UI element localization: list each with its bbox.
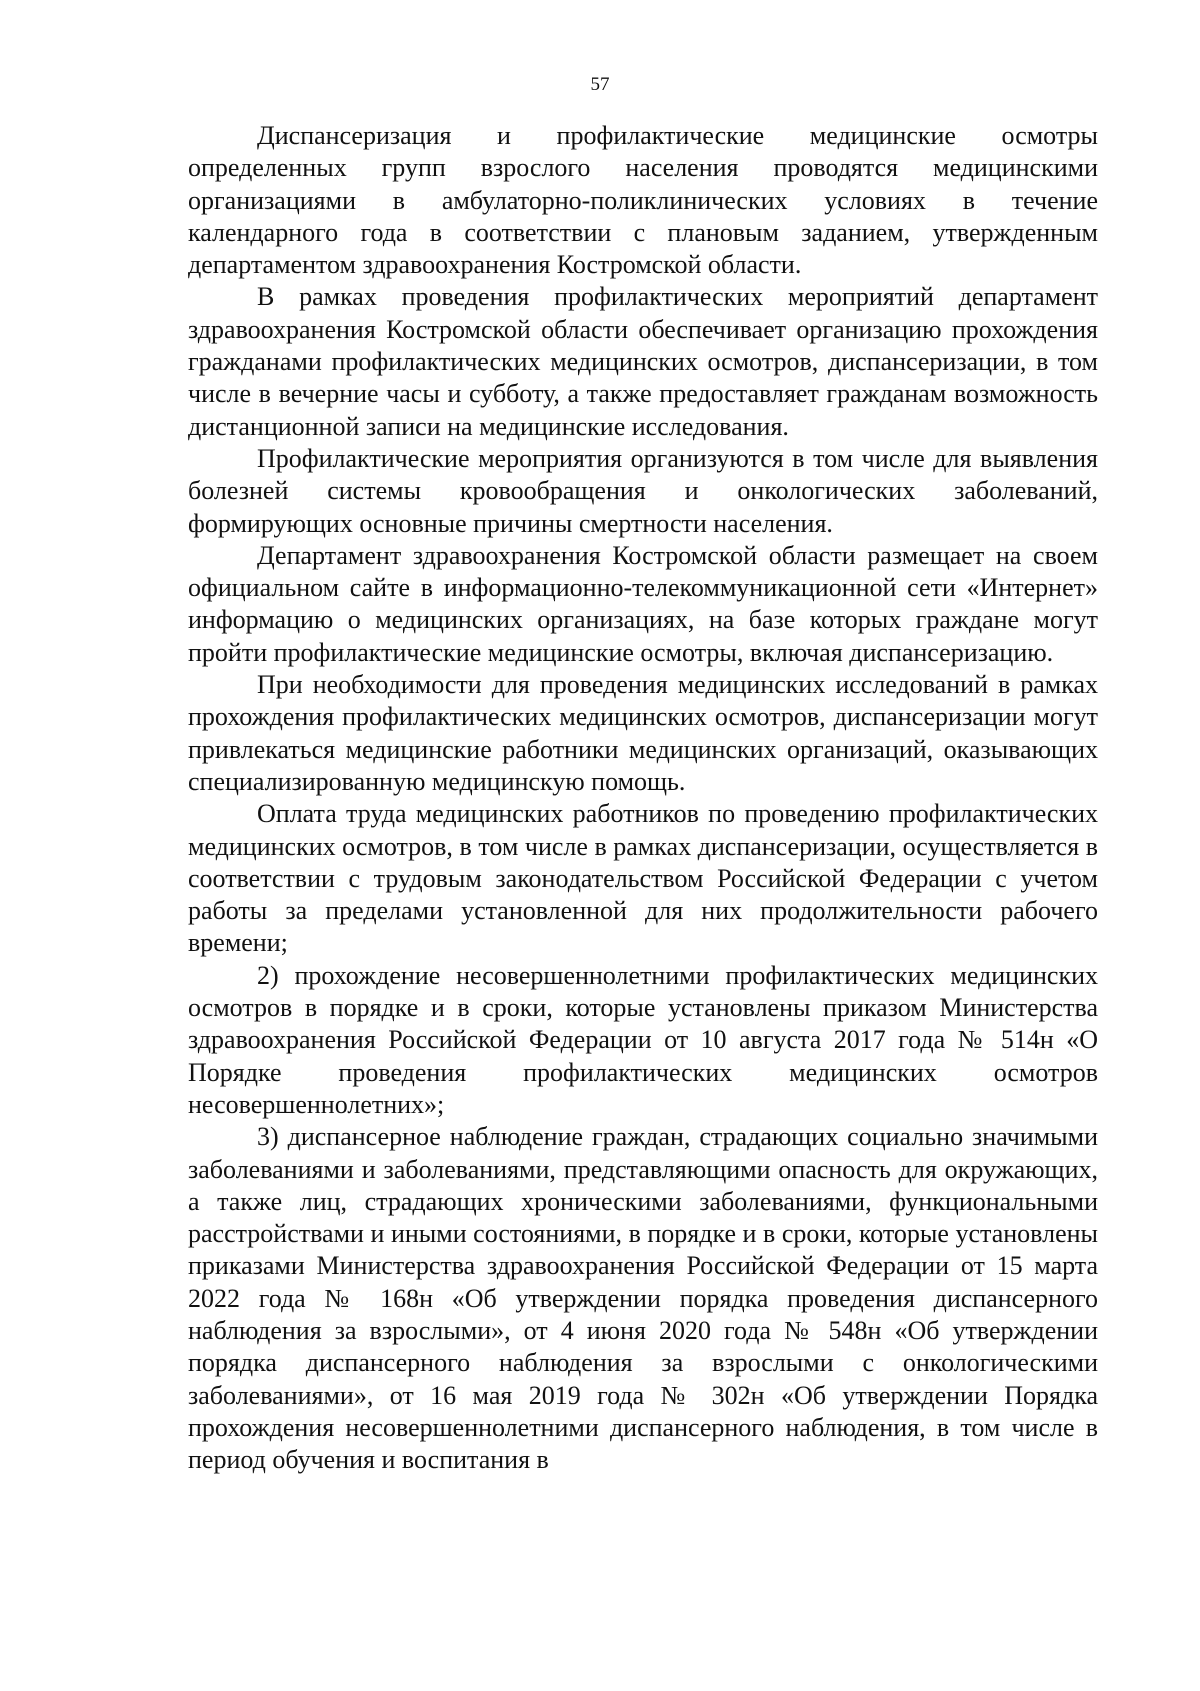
- page-number: 57: [590, 74, 610, 95]
- paragraph-specialists: При необходимости для проведения медицинских исследований в рамках прохождения профилактических медицинских осмотров, диспансеризации могут привлекаться медицинские работники медицинских организаций, оказывающих специализированную медицинскую помощь.: [188, 670, 1098, 796]
- paragraph-dispensary-overview: Диспансеризация и профилактические медицинские осмотры определенных групп взрослого населения проводятся медицинскими организациями в амбулаторно-поликлинических условиях в течение календарного года в соответствии с плановым заданием, утвержденным департаментом здравоохранения Костромской области.: [188, 121, 1098, 280]
- paragraph-website-info: Департамент здравоохранения Костромской области размещает на своем официальном сайте в информационно-телекоммуникационной сети «Интернет» информацию о медицинских организациях, на базе которых граждане могут пройти профилактические медицинские осмотры, включая диспансеризацию.: [188, 540, 1098, 667]
- paragraph-item-2: 2) прохождение несовершеннолетними профилактических медицинских осмотров в порядке и в сроки, которые установлены приказом Министерства здравоохранения Российской Федерации от 10 августа 2017 года № 514н «О Порядке проведения профилактических медицинских осмотров несовершеннолетних»;: [188, 960, 1098, 1119]
- document-body: [188, 120, 1098, 1476]
- paragraph-disease-detection: Профилактические мероприятия организуются в том числе для выявления болезней системы кровообращения и онкологических заболеваний, формирующих основные причины смертности населения.: [188, 443, 1098, 538]
- paragraph-prevention-measures: В рамках проведения профилактических мероприятий департамент здравоохранения Костромской области обеспечивает организацию прохождения гражданами профилактических медицинских осмотров, диспансеризации, в том числе в вечерние часы и субботу, а также предоставляет гражданам возможность дистанционной записи на медицинские исследования.: [188, 282, 1098, 441]
- paragraph-payment: Оплата труда медицинских работников по проведению профилактических медицинских осмотров, в том числе в рамках диспансеризации, осуществляется в соответствии с трудовым законодательством Российской Федерации с учетом работы за пределами установленной для них продолжительности рабочего времени;: [188, 799, 1098, 958]
- paragraph-item-3: 3) диспансерное наблюдение граждан, страдающих социально значимыми заболеваниями и заболеваниями, представляющими опасность для окружающих, а также лиц, страдающих хроническими заболеваниями, функциональными расстройствами и иными состояниями, в порядке и в сроки, которые установлены приказами Министерства здравоохранения Российской Федерации от 15 марта 2022 года № 168н «Об утверждении порядка проведения диспансерного наблюдения за взрослыми», от 4 июня 2020 года № 548н «Об утверждении порядка диспансерного наблюдения за взрослыми с онкологическими заболеваниями», от 16 мая 2019 года № 302н «Об утверждении Порядка прохождения несовершеннолетними диспансерного наблюдения, в том числе в период обучения и воспитания в: [188, 1122, 1098, 1475]
